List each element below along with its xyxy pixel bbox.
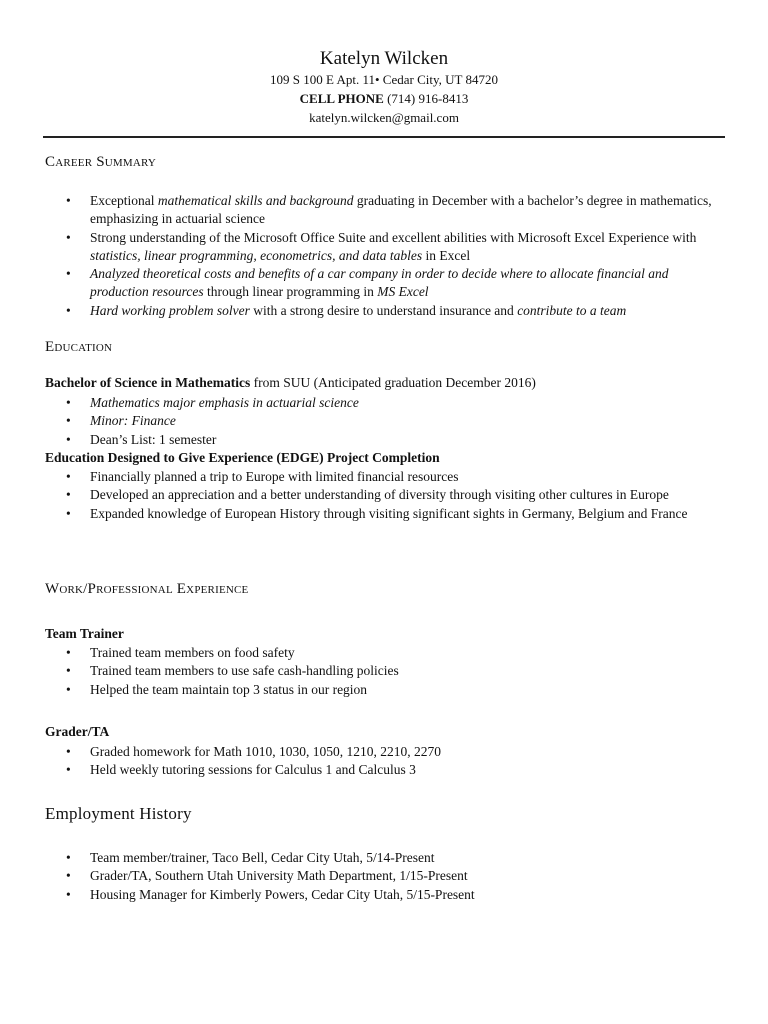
item-text: Expanded knowledge of European History through visiting significant sights in Germany, Belgium and France — [90, 505, 688, 521]
team-trainer-title: Team Trainer — [45, 626, 124, 641]
item-text: Dean’s List: 1 semester — [90, 431, 217, 447]
emphasis-text: mathematical skills and background — [157, 193, 354, 208]
item-text: Team member/trainer, Taco Bell, Cedar City Utah, 5/14-Present — [90, 850, 435, 865]
list-item — [0, 394, 768, 412]
work-experience-heading: Work/Professional Experience — [45, 581, 249, 597]
emphasis-text: contribute to a team — [517, 302, 627, 318]
degree-line — [45, 375, 536, 391]
header-divider — [43, 136, 725, 138]
grader-list — [0, 743, 768, 780]
list-item — [0, 412, 768, 430]
list-item — [0, 431, 768, 449]
item-text: Developed an appreciation and a better understanding of diversity through visiting other cultures in Europe — [90, 487, 669, 503]
list-item — [0, 662, 768, 680]
item-text: Helped the team maintain top 3 status in our region — [90, 681, 368, 697]
item-text: through linear programming in — [203, 284, 378, 300]
degree-title: Bachelor of Science in Mathematics — [45, 375, 251, 390]
item-text: Trained team members on food safety — [90, 645, 295, 660]
item-text: Housing Manager for Kimberly Powers, Cedar City Utah, 5/15-Present — [90, 886, 475, 902]
item-text: with a strong desire to understand insurance and — [249, 302, 518, 318]
list-item — [0, 886, 768, 904]
list-item — [0, 468, 768, 486]
emphasis-text: Mathematics major emphasis in actuarial science — [90, 395, 359, 410]
career-summary-list — [0, 192, 768, 320]
grader-title: Grader/TA — [45, 724, 110, 739]
item-text: Trained team members to use safe cash-handling policies — [90, 663, 399, 679]
list-item — [0, 644, 768, 662]
list-item — [0, 849, 768, 867]
list-item — [0, 265, 768, 302]
list-item — [0, 192, 768, 229]
address: 109 S 100 E Apt. 11• Cedar City, UT 84720 — [270, 72, 498, 87]
career-summary-heading: Career Summary — [45, 154, 157, 170]
item-text: in Excel — [422, 247, 471, 263]
list-item — [0, 761, 768, 779]
item-text: graduating in December with a bachelor’s degree in mathematics, emphasizing in actuarial science — [90, 193, 712, 227]
item-text: Financially planned a trip to Europe with limited financial resources — [90, 469, 459, 484]
emphasis-text: Minor: Finance — [90, 413, 176, 429]
candidate-name: Katelyn Wilcken — [319, 48, 449, 69]
degree-details: from SUU (Anticipated graduation December 2016) — [250, 375, 536, 390]
employment-history-heading: Employment History — [45, 804, 192, 823]
list-item — [0, 505, 768, 523]
emphasis-text: Analyzed theoretical costs and benefits of a car company in order to decide where to allocate financial and production resources — [90, 266, 669, 300]
list-item — [0, 486, 768, 504]
list-item — [0, 743, 768, 761]
list-item — [0, 302, 768, 320]
list-item — [0, 681, 768, 699]
resume-header — [0, 48, 768, 127]
phone-line — [0, 89, 768, 108]
degree-list — [0, 394, 768, 449]
item-text: Exceptional — [90, 193, 158, 208]
list-item — [0, 229, 768, 266]
emphasis-text: statistics, linear programming, econometrics, and data tables — [90, 247, 423, 263]
email: katelyn.wilcken@gmail.com — [309, 110, 459, 125]
phone-label: CELL PHONE — [299, 91, 384, 106]
phone-number: (714) 916-8413 — [387, 91, 469, 106]
team-trainer-list — [0, 644, 768, 699]
item-text: Grader/TA, Southern Utah University Math Department, 1/15-Present — [90, 868, 468, 884]
employment-list — [0, 849, 768, 904]
item-text: Graded homework for Math 1010, 1030, 1050, 1210, 2210, 2270 — [90, 744, 441, 759]
list-item — [0, 867, 768, 885]
education-heading: Education — [45, 339, 113, 355]
edge-list — [0, 468, 768, 523]
emphasis-text: MS Excel — [377, 284, 429, 300]
emphasis-text: Hard working problem solver — [90, 302, 250, 318]
edge-title: Education Designed to Give Experience (EDGE) Project Completion — [45, 450, 440, 465]
item-text: Strong understanding of the Microsoft Office Suite and excellent abilities with Microsoft Excel Experience with — [90, 229, 697, 245]
item-text: Held weekly tutoring sessions for Calculus 1 and Calculus 3 — [90, 762, 416, 778]
